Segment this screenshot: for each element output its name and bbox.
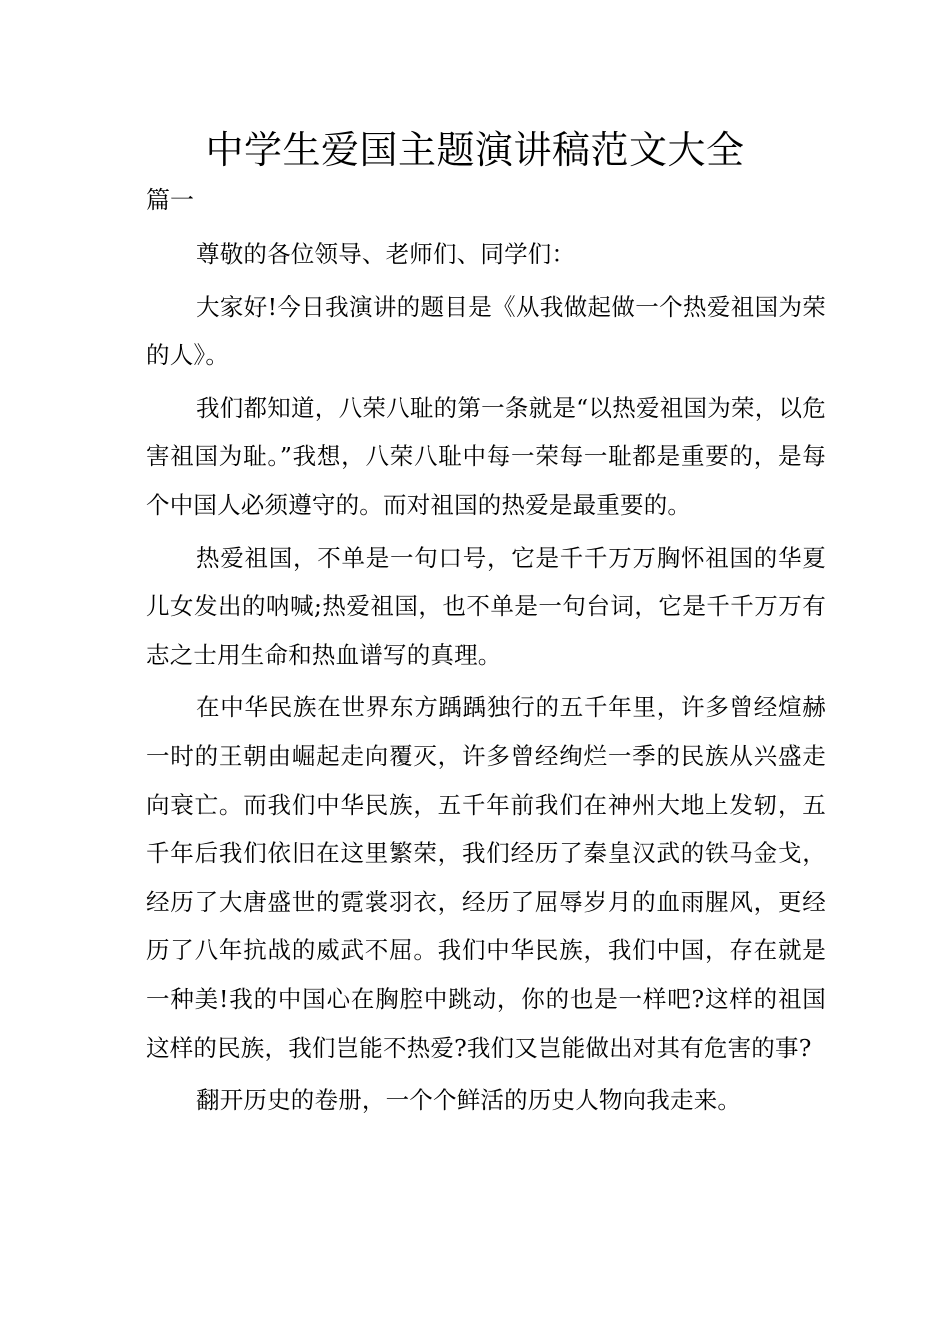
paragraph: 在中华民族在世界东方踽踽独行的五千年里，许多曾经煊赫一时的王朝由崛起走向覆灭，许多曾经绚烂一季的民族从兴盛走向衰亡。而我们中华民族，五千年前我们在神州大地上发轫，五千年后我们依旧在这里繁荣，我们经历了秦皇汉武的铁马金戈，经历了大唐盛世的霓裳羽衣，经历了屈辱岁月的血雨腥风，更经历了八年抗战的威武不屈。我们中华民族，我们中国，存在就是一种美!我的中国心在胸腔中跳动，你的也是一样吧?这样的祖国这样的民族，我们岂能不热爱?我们又岂能做出对其有危害的事? [146, 693, 826, 1062]
paragraph: 翻开历史的卷册，一个个鲜活的历史人物向我走来。 [196, 1086, 742, 1115]
section-label: 篇一 [146, 186, 194, 214]
paragraph: 热爱祖国，不单是一句口号，它是千千万万胸怀祖国的华夏儿女发出的呐喊;热爱祖国，也不单是一句台词，它是千千万万有志之士用生命和热血谱写的真理。 [146, 543, 826, 669]
document-title: 中学生爱国主题演讲稿范文大全 [205, 128, 745, 172]
paragraph-salutation: 尊敬的各位领导、老师们、同学们： [196, 240, 576, 268]
paragraph-greeting: 大家好!今日我演讲的题目是《从我做起做一个热爱祖国为荣的人》。 [146, 292, 826, 370]
paragraph: 我们都知道，八荣八耻的第一条就是“以热爱祖国为荣，以危害祖国为耻。”我想，八荣八耻中每一荣每一耻都是重要的，是每个中国人必须遵守的。而对祖国的热爱是最重要的。 [146, 393, 826, 519]
document-body [146, 230, 826, 1129]
